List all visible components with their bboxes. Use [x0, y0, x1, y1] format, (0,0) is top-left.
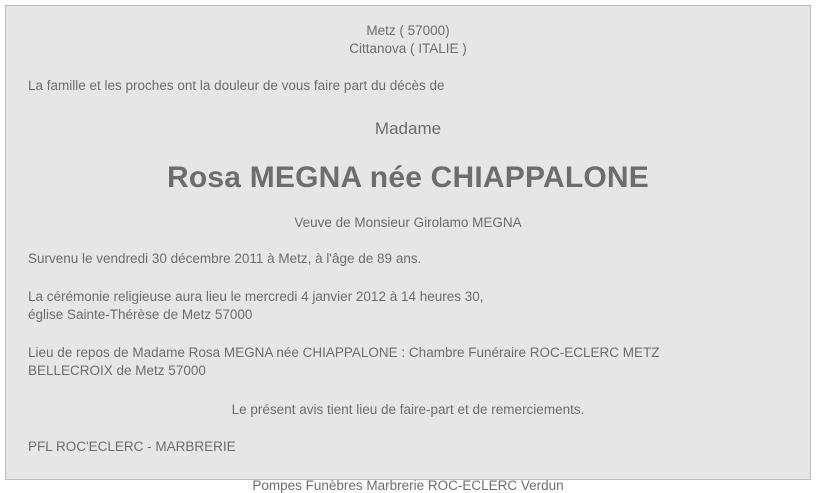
ceremony-line-1: La cérémonie religieuse aura lieu le mercredi 4 janvier 2012 à 14 heures 30,: [28, 289, 484, 304]
announcement-intro: La famille et les proches ont la douleur de vous faire part du décès de: [28, 78, 445, 93]
location-line-2: Cittanova ( ITALIE ): [349, 41, 467, 56]
closing-statement: Le présent avis tient lieu de faire-part et de remerciements.: [231, 402, 585, 417]
footer-company: Pompes Funèbres Marbrerie ROC-ECLERC Verdun: [252, 478, 564, 493]
honorific-title: Madame: [374, 119, 442, 138]
spouse-line: Veuve de Monsieur Girolamo MEGNA: [294, 215, 522, 230]
resting-line-1: Lieu de repos de Madame Rosa MEGNA née CHIAPPALONE : Chambre Funéraire ROC-ECLERC METZ: [28, 345, 660, 360]
death-notice-card: [5, 5, 811, 493]
resting-place-details: [28, 344, 788, 380]
resting-line-2: BELLECROIX de Metz 57000: [28, 363, 206, 378]
ceremony-line-2: église Sainte-Thérèse de Metz 57000: [28, 307, 253, 322]
ceremony-details: [28, 288, 788, 324]
deceased-name: Rosa MEGNA née CHIAPPALONE: [167, 161, 649, 194]
location-line-1: Metz ( 57000): [366, 23, 450, 38]
funeral-company: PFL ROC'ECLERC - MARBRERIE: [28, 439, 236, 454]
death-details: Survenu le vendredi 30 décembre 2011 à Metz, à l'âge de 89 ans.: [28, 251, 422, 266]
